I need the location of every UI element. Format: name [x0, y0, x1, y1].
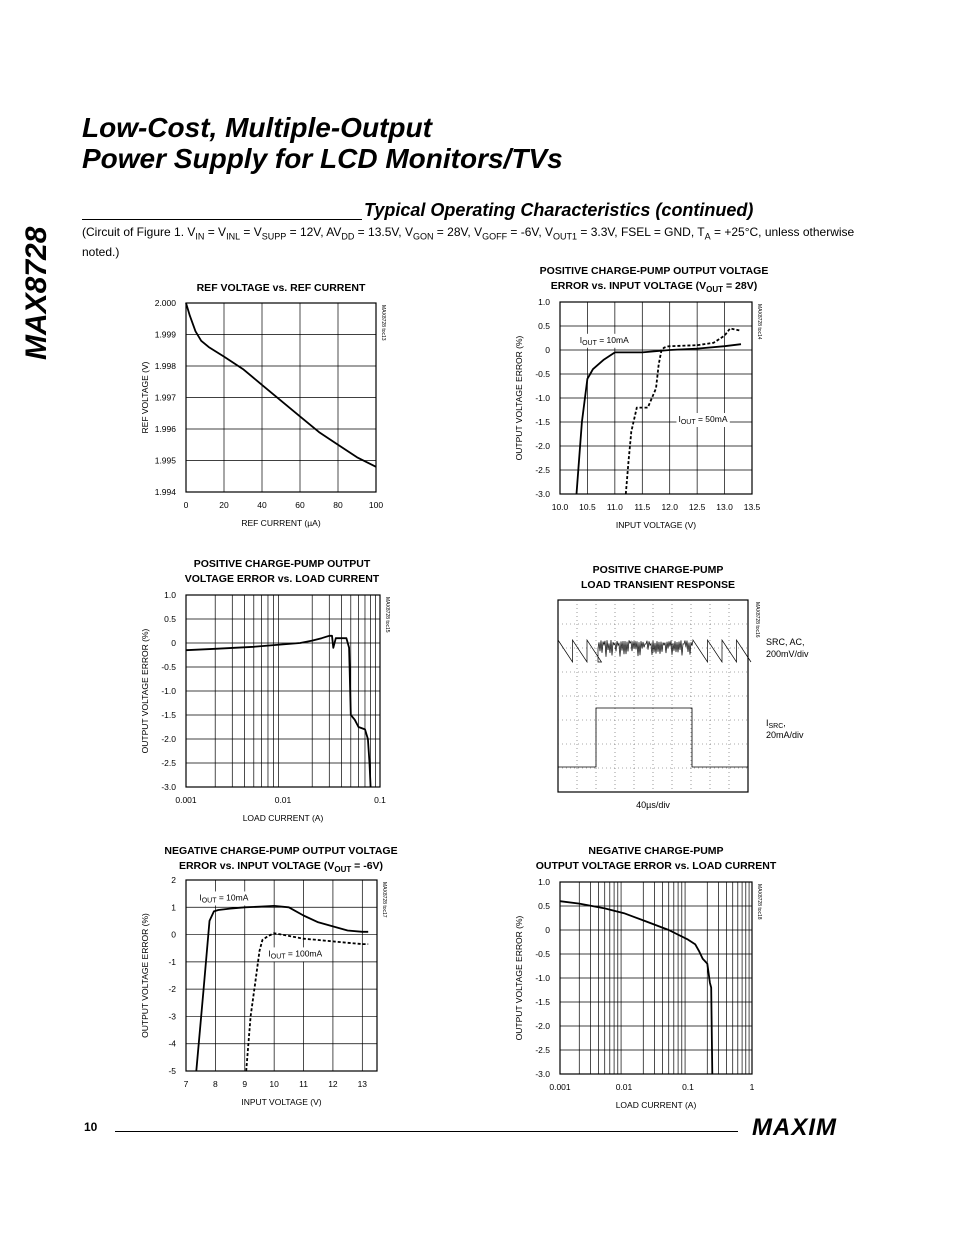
y-tick-label: 1.996: [154, 424, 176, 434]
y-tick-label: -1.5: [535, 997, 550, 1007]
y-tick-label: -3.0: [535, 1069, 550, 1079]
x-tick-label: 10.5: [579, 502, 596, 512]
y-tick-label: -2.0: [161, 734, 176, 744]
y-tick-label: 1.999: [154, 329, 176, 340]
x-tick-label: 80: [333, 500, 343, 510]
x-tick-label: 40: [257, 500, 267, 510]
y-axis-label: OUTPUT VOLTAGE ERROR (%): [140, 628, 150, 754]
chart-toc17: [140, 875, 387, 1107]
chart-toc13: [140, 298, 386, 528]
chart-toc15: [140, 590, 390, 823]
x-axis-label: REF CURRENT (µA): [241, 518, 321, 528]
y-tick-label: -2.5: [161, 758, 176, 768]
y-tick-label: -3: [168, 1011, 176, 1022]
y-tick-label: -4: [168, 1038, 176, 1049]
y-tick-label: 1: [171, 902, 176, 913]
chart-toc16: [558, 600, 809, 810]
x-axis-label: LOAD CURRENT (A): [242, 813, 324, 823]
y-tick-label: 0: [171, 638, 176, 648]
document-title-line2: Power Supply for LCD Monitors/TVs: [82, 143, 563, 174]
footer-rule: [115, 1131, 738, 1132]
y-tick-label: 2: [171, 875, 176, 885]
y-tick-label: 0: [545, 925, 550, 935]
y-tick-label: 0.5: [538, 901, 550, 911]
x-axis-label: 40µs/div: [636, 800, 670, 810]
y-tick-label: -1.0: [161, 686, 176, 696]
plot-frame: [186, 880, 377, 1071]
chart-code: MAX8728 toc18: [756, 884, 762, 920]
y-tick-label: -1.5: [161, 710, 176, 720]
x-tick-label: 9: [242, 1079, 248, 1089]
y-tick-label: 0.5: [538, 321, 550, 331]
side-part-number-text: MAX8728: [20, 226, 53, 360]
series-annotation: $I_{OUT} = 10mA$: [579, 334, 629, 347]
y-tick-label: -0.5: [535, 369, 550, 379]
chart-code: MAX8728 toc17: [381, 882, 387, 918]
y-tick-label: 1.0: [538, 877, 550, 887]
x-tick-label: 1: [749, 1082, 755, 1092]
chart-title: POSITIVE CHARGE-PUMP OUTPUT VOLTAGE ERROR vs. LOAD CURRENT: [184, 558, 380, 585]
y-tick-label: -1: [168, 956, 176, 967]
channel-label: SRC, AC,: [766, 637, 805, 647]
y-tick-label: 0: [545, 345, 550, 355]
y-tick-label: 1.0: [538, 297, 550, 307]
series-line: [626, 328, 741, 494]
y-tick-label: -1.0: [535, 973, 550, 983]
x-tick-label: 100: [368, 500, 384, 510]
y-tick-label: -0.5: [535, 949, 550, 959]
section-title: Typical Operating Characteristics (continued): [364, 200, 754, 220]
chart-title: NEGATIVE CHARGE-PUMP OUTPUT VOLTAGE ERROR vs. LOAD CURRENT: [535, 845, 777, 872]
x-tick-label: 0.001: [175, 795, 197, 805]
x-tick-label: 11.0: [606, 502, 623, 512]
y-tick-label: 1.0: [164, 590, 176, 600]
x-tick-label: 11.5: [634, 502, 651, 512]
x-tick-label: 0.01: [274, 795, 292, 805]
x-tick-label: 8: [213, 1079, 218, 1089]
chart-code: MAX8728 toc16: [754, 602, 760, 638]
x-tick-label: 10: [269, 1079, 279, 1089]
y-tick-label: -3.0: [535, 489, 550, 499]
y-axis-label: OUTPUT VOLTAGE ERROR (%): [140, 913, 150, 1038]
y-tick-label: -5: [168, 1066, 176, 1076]
y-tick-label: 1.994: [154, 487, 176, 497]
page-number: 10: [84, 1120, 98, 1134]
channel-scale: 20mA/div: [766, 730, 804, 740]
x-tick-label: 20: [219, 500, 229, 510]
y-tick-label: -2.5: [535, 1045, 550, 1055]
y-tick-label: -2.0: [535, 1021, 550, 1031]
chart-title: REF VOLTAGE vs. REF CURRENT: [196, 282, 366, 294]
x-tick-label: 10.0: [551, 502, 569, 512]
y-tick-label: -2: [168, 984, 176, 995]
chart-title: NEGATIVE CHARGE-PUMP OUTPUT VOLTAGE ERROR vs. INPUT VOLTAGE $(V_{OUT} = -6V)$: [164, 845, 398, 875]
x-tick-label: 11: [299, 1079, 308, 1089]
series-line: [186, 303, 376, 467]
x-tick-label: 60: [295, 500, 305, 510]
y-axis-label: OUTPUT VOLTAGE ERROR (%): [514, 915, 524, 1041]
x-tick-label: 12.5: [688, 502, 706, 512]
y-tick-label: -2.5: [535, 465, 550, 475]
y-tick-label: 1.997: [154, 392, 176, 403]
y-tick-label: -3.0: [161, 782, 176, 792]
channel-label: $I_{SRC}$,: [766, 718, 786, 730]
y-axis-label: REF VOLTAGE (V): [140, 361, 150, 434]
x-tick-label: 13.0: [716, 502, 733, 512]
series-annotation: $I_{OUT} = 50mA$: [678, 414, 728, 426]
maxim-logo-text: MAXIM: [752, 1114, 837, 1141]
series-annotation: $I_{OUT} = 100mA$: [268, 948, 323, 961]
x-tick-label: 7: [183, 1079, 189, 1089]
y-tick-label: -1.0: [535, 393, 550, 403]
maxim-logo: [750, 1113, 860, 1146]
series-line: [560, 901, 712, 1074]
x-tick-label: 0.01: [615, 1082, 633, 1092]
x-axis-label: INPUT VOLTAGE (V): [241, 1097, 322, 1107]
chart-title: POSITIVE CHARGE-PUMP OUTPUT VOLTAGE ERROR vs. INPUT VOLTAGE $(V_{OUT} = 28V)$: [539, 265, 769, 295]
x-axis-label: INPUT VOLTAGE (V): [615, 520, 697, 530]
document-title-line1: Low-Cost, Multiple-Output: [82, 112, 432, 143]
y-axis-label: OUTPUT VOLTAGE ERROR (%): [514, 335, 524, 461]
x-tick-label: 0: [183, 500, 189, 510]
chart-code: MAX8728 toc14: [756, 304, 762, 340]
y-tick-label: 2.000: [154, 298, 176, 308]
x-tick-label: 0.1: [374, 795, 386, 805]
x-axis-label: LOAD CURRENT (A): [615, 1100, 697, 1110]
x-tick-label: 13.5: [743, 502, 761, 512]
chart-code: MAX8728 toc15: [384, 597, 390, 633]
chart-toc18: [514, 877, 762, 1110]
y-tick-label: 1.998: [154, 361, 176, 371]
y-tick-label: -2.0: [535, 441, 550, 451]
y-tick-label: 0.5: [164, 614, 176, 624]
channel-scale: 200mV/div: [766, 649, 809, 659]
series-line: [196, 906, 368, 1071]
y-tick-label: -1.5: [535, 417, 550, 427]
x-tick-label: 13: [357, 1079, 368, 1089]
y-tick-label: 0: [171, 929, 176, 940]
x-tick-label: 0.001: [549, 1082, 571, 1092]
chart-title: POSITIVE CHARGE-PUMP LOAD TRANSIENT RESPONSE: [580, 564, 736, 591]
x-tick-label: 12.0: [661, 502, 678, 512]
test-conditions: (Circuit of Figure 1. $V_{IN} = V_{INL} = V_{SUPP} = 12V$, $AV_{DD} = 13.5V$, $V_{GON} = 28V$, $V_{GOFF} = -6V$, $V_{OUT1} = 3.3V$, FSEL = GND, $T_A = +25^\circ C$, unless otherwise noted.): [82, 225, 855, 260]
chart-code: MAX8728 toc13: [380, 305, 386, 341]
series-annotation: $I_{OUT} = 10mA$: [199, 892, 249, 905]
src-ac-trace: [558, 640, 751, 662]
y-tick-label: -0.5: [161, 662, 176, 672]
y-tick-label: 1.995: [154, 455, 176, 466]
x-tick-label: 12: [328, 1079, 338, 1089]
chart-toc14: [514, 297, 762, 530]
x-tick-label: 0.1: [682, 1082, 694, 1092]
